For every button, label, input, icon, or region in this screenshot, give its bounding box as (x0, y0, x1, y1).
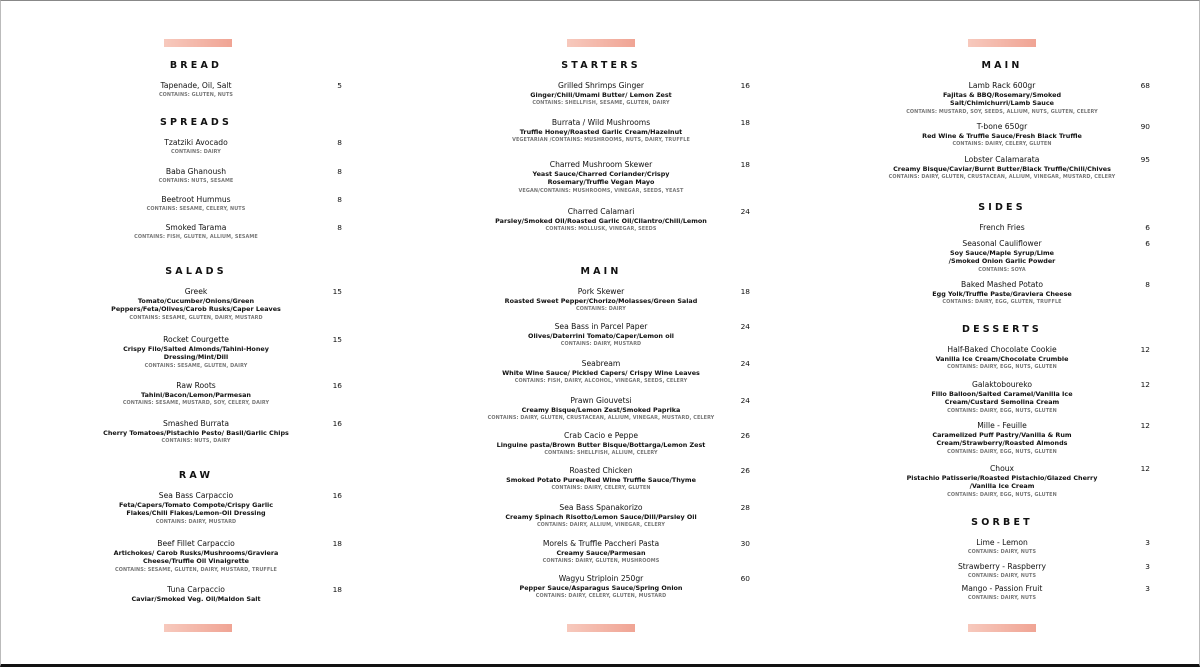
item-description: Creamy Sauce/Parmesan (556, 548, 646, 557)
item-name: Mille - Feuille (977, 421, 1027, 430)
item-description: Truffle Honey/Roasted Garlic Cream/Hazelnut (519, 127, 683, 136)
menu-item (458, 287, 744, 313)
item-price: 5 (337, 81, 342, 90)
item-allergens: CONTAINS: DAIRY, CELERY, GLUTEN (952, 141, 1052, 148)
item-price: 26 (740, 431, 750, 440)
item-allergens: CONTAINS: DAIRY (171, 148, 221, 155)
item-description: Linguine pasta/Brown Butter Bisque/Bottarga/Lemon Zest (496, 440, 706, 449)
item-allergens: CONTAINS: DAIRY, GLUTEN, CRUSTACEAN, ALLIUM, VINEGAR, MUSTARD, CELERY (888, 174, 1116, 181)
item-allergens: CONTAINS: FISH, DAIRY, ALCOHOL, VINEGAR, SEEDS, CELERY (514, 378, 688, 385)
item-price: 12 (1140, 380, 1150, 389)
decorative-bar-bottom (164, 624, 232, 632)
item-name: Smashed Burrata (163, 419, 229, 428)
item-name: Tapenade, Oil, Salt (160, 81, 232, 90)
menu-item (458, 81, 744, 107)
item-description: Caramelized Puff Pastry/Vanilla & Rum (932, 430, 1072, 439)
item-description: Tomato/Cucumber/Onions/Green (137, 296, 255, 305)
item-allergens: CONTAINS: DAIRY, NUTS (967, 594, 1037, 601)
item-name: Strawberry - Raspberry (957, 562, 1047, 571)
menu-item (438, 396, 764, 422)
menu-item (98, 81, 294, 99)
item-price: 24 (740, 207, 750, 216)
item-name: Lamb Rack 600gr (968, 81, 1036, 90)
item-name: French Fries (979, 223, 1025, 232)
section-title-desserts: DESSERTS (962, 324, 1042, 335)
item-allergens: CONTAINS: SHELLFISH, SESAME, GLUTEN, DAIRY (532, 100, 670, 107)
item-name: Roasted Chicken (569, 466, 633, 475)
menu-item (98, 335, 294, 370)
item-name: Baba Ghanoush (165, 167, 227, 176)
item-name: Wagyu Striploin 250gr (558, 574, 644, 583)
item-allergens: CONTAINS: DAIRY, GLUTEN, CRUSTACEAN, ALLIUM, VINEGAR, MUSTARD, CELERY (487, 415, 715, 422)
item-description: Feta/Capers/Tomato Compote/Crispy Garlic (119, 500, 273, 509)
item-name: Sea Bass in Parcel Paper (554, 322, 648, 331)
item-price: 8 (337, 223, 342, 232)
item-description: /Vanilla Ice Cream (969, 482, 1035, 491)
item-price: 3 (1145, 538, 1150, 547)
item-price: 12 (1140, 421, 1150, 430)
menu-item (458, 574, 744, 600)
item-allergens: CONTAINS: DAIRY, EGG, GLUTEN, TRUFFLE (942, 299, 1062, 306)
item-allergens: CONTAINS: SHELLFISH, ALLIUM, CELERY (544, 450, 658, 457)
item-allergens: CONTAINS: DAIRY, MUSTARD (560, 341, 642, 348)
item-allergens: CONTAINS: MOLLUSK, VINEGAR, SEEDS (545, 226, 657, 233)
item-price: 6 (1145, 223, 1150, 232)
item-allergens: CONTAINS: SOYA (978, 266, 1026, 273)
item-name: Sea Bass Spanakorizo (559, 503, 643, 512)
item-price: 16 (740, 81, 750, 90)
item-price: 18 (332, 585, 342, 594)
menu-item (870, 562, 1134, 580)
menu-column-1 (98, 0, 294, 667)
menu-item (90, 419, 302, 445)
item-name: Pork Skewer (577, 287, 625, 296)
item-allergens: CONTAINS: SESAME, CELERY, NUTS (146, 205, 246, 212)
item-description: Yeast Sauce/Charred Coriander/Crispy (532, 169, 670, 178)
section-title-sorbet: SORBET (971, 517, 1033, 528)
item-description: Rosemary/Truffle Vegan Mayo (547, 178, 655, 187)
section-title-bread: BREAD (169, 60, 223, 71)
menu-item (458, 466, 744, 492)
decorative-bar-top (968, 39, 1036, 47)
item-allergens: CONTAINS: SESAME, MUSTARD, SOY, CELERY, DAIRY (122, 400, 270, 407)
item-allergens: CONTAINS: SESAME, GLUTEN, DAIRY, MUSTARD (129, 314, 263, 321)
item-name: Crab Cacio e Peppe (564, 431, 638, 440)
item-allergens: CONTAINS: DAIRY, CELERY, GLUTEN, MUSTARD (535, 593, 667, 600)
item-price: 18 (740, 287, 750, 296)
section-title-salads: SALADS (165, 266, 227, 277)
menu-item (98, 138, 294, 156)
section-title-sides: SIDES (978, 202, 1026, 213)
item-description: Pistachio Patisserie/Roasted Pistachio/Glazed Cherry (906, 473, 1098, 482)
item-price: 16 (332, 419, 342, 428)
menu-item (98, 167, 294, 185)
item-price: 26 (740, 466, 750, 475)
item-allergens: CONTAINS: GLUTEN, NUTS (158, 91, 234, 98)
menu-item (98, 381, 294, 407)
menu-item (458, 539, 744, 565)
item-name: Prawn Giouvetsi (570, 396, 632, 405)
menu-item (870, 345, 1134, 371)
item-allergens: CONTAINS: DAIRY, NUTS (967, 548, 1037, 555)
item-allergens: CONTAINS: FISH, GLUTEN, ALLIUM, SESAME (134, 233, 258, 240)
item-name: Baked Mashed Potato (961, 280, 1043, 289)
item-allergens: CONTAINS: DAIRY, NUTS (967, 572, 1037, 579)
item-allergens: CONTAINS: DAIRY, EGG, NUTS, GLUTEN (947, 491, 1057, 498)
item-description: Soy Sauce/Maple Syrup/Lime (950, 248, 1054, 257)
item-price: 90 (1140, 122, 1150, 131)
section-title-starters: STARTERS (561, 60, 641, 71)
item-price: 8 (1145, 280, 1150, 289)
item-allergens: CONTAINS: DAIRY (576, 306, 626, 313)
item-name: Smoked Tarama (165, 223, 227, 232)
item-price: 24 (740, 322, 750, 331)
item-price: 30 (740, 539, 750, 548)
item-price: 3 (1145, 584, 1150, 593)
item-description: Fajitas & BBQ/Rosemary/Smoked (942, 90, 1062, 99)
menu-item (870, 538, 1134, 556)
item-description: Cream/Strawberry/Roasted Almonds (936, 439, 1068, 448)
item-price: 24 (740, 359, 750, 368)
menu-item (870, 280, 1134, 306)
item-description: Flakes/Chili Flakes/Lemon-Oil Dressing (126, 509, 266, 518)
item-name: Tzatziki Avocado (164, 138, 228, 147)
item-price: 68 (1140, 81, 1150, 90)
menu-item (458, 322, 744, 348)
item-allergens: CONTAINS: DAIRY, CELERY, GLUTEN (551, 485, 651, 492)
item-description: Roasted Sweet Pepper/Chorizo/Molasses/Green Salad (504, 296, 698, 305)
menu-item (98, 491, 294, 526)
item-description: Pepper Sauce/Asparagus Sauce/Spring Onion (519, 583, 683, 592)
item-price: 6 (1145, 239, 1150, 248)
item-name: Galaktoboureko (971, 380, 1032, 389)
item-description: Creamy Bisque/Caviar/Burnt Butter/Black Truffle/Chili/Chives (893, 164, 1111, 173)
item-name: Tuna Carpaccio (167, 585, 225, 594)
menu-item (870, 421, 1134, 456)
item-price: 60 (740, 574, 750, 583)
item-price: 16 (332, 381, 342, 390)
item-price: 28 (740, 503, 750, 512)
menu-item (870, 155, 1134, 181)
item-name: Sea Bass Carpaccio (158, 491, 234, 500)
item-name: Burrata / Wild Mushrooms (551, 118, 651, 127)
item-name: Beetroot Hummus (161, 195, 231, 204)
item-description: Cream/Custard Semolina Cream (944, 398, 1060, 407)
item-price: 12 (1140, 345, 1150, 354)
item-description: Egg Yolk/Truffle Paste/Graviera Cheese (932, 289, 1072, 298)
item-name: Rocket Courgette (163, 335, 229, 344)
menu-item (458, 359, 744, 385)
item-allergens: CONTAINS: DAIRY, GLUTEN, MUSHROOMS (542, 558, 660, 565)
section-title-raw: RAW (178, 470, 214, 481)
item-price: 8 (337, 195, 342, 204)
item-allergens: CONTAINS: DAIRY, EGG, NUTS, GLUTEN (947, 407, 1057, 414)
item-name: Mango - Passion Fruit (961, 584, 1043, 593)
menu-item (870, 464, 1134, 499)
item-price: 8 (337, 167, 342, 176)
item-price: 95 (1140, 155, 1150, 164)
item-name: Greek (184, 287, 208, 296)
item-name: Charred Mushroom Skewer (549, 160, 653, 169)
item-description: Vanilla Ice Cream/Chocolate Crumble (935, 354, 1069, 363)
item-name: Morels & Truffle Paccheri Pasta (542, 539, 660, 548)
item-price: 18 (740, 160, 750, 169)
item-name: Raw Roots (176, 381, 216, 390)
item-description: Olives/Daterrini Tomato/Caper/Lemon oil (528, 331, 674, 340)
decorative-bar-top (567, 39, 635, 47)
menu-item (98, 287, 294, 322)
item-description: Smoked Potato Puree/Red Wine Truffle Sauce/Thyme (506, 475, 696, 484)
item-price: 24 (740, 396, 750, 405)
item-allergens: CONTAINS: MUSTARD, SOY, SEEDS, ALLIUM, NUTS, GLUTEN, CELERY (906, 108, 1098, 115)
item-allergens: CONTAINS: NUTS, SESAME (158, 177, 234, 184)
item-name: T-bone 650gr (976, 122, 1028, 131)
menu-item (870, 81, 1134, 116)
item-description: Red Wine & Truffle Sauce/Fresh Black Truffle (922, 131, 1082, 140)
item-description: Crispy Filo/Salted Almonds/Tahini-Honey (123, 344, 269, 353)
menu-item (458, 503, 744, 529)
item-name: Lobster Calamarata (964, 155, 1040, 164)
item-price: 12 (1140, 464, 1150, 473)
item-price: 15 (332, 287, 342, 296)
menu-item (98, 539, 294, 574)
item-description: Creamy Spinach Risotto/Lemon Sauce/Dill/Parsley Oil (505, 512, 697, 521)
item-description: Ginger/Chili/Umami Butter/ Lemon Zest (530, 90, 672, 99)
item-description: Cheese/Truffle Oil Vinaigrette (142, 557, 250, 566)
menu-item (98, 195, 294, 213)
item-allergens: CONTAINS: SESAME, GLUTEN, DAIRY (144, 362, 248, 369)
item-description: Parsley/Smoked Oil/Roasted Garlic Oil/Cilantro/Chili/Lemon (495, 216, 707, 225)
menu-item (870, 584, 1134, 602)
menu-item (458, 431, 744, 457)
menu-item (870, 122, 1134, 148)
item-description: Caviar/Smoked Veg. Oil/Maldon Salt (131, 594, 261, 603)
item-description: Tahini/Bacon/Lemon/Parmesan (141, 390, 251, 399)
item-name: Half-Baked Chocolate Cookie (947, 345, 1057, 354)
item-name: Seabream (581, 359, 621, 368)
menu-item (98, 585, 294, 603)
item-price: 3 (1145, 562, 1150, 571)
item-name: Beef Fillet Carpaccio (157, 539, 235, 548)
item-name: Grilled Shrimps Ginger (557, 81, 645, 90)
item-description: Peppers/Feta/Olives/Carob Rusks/Caper Leaves (111, 305, 281, 314)
item-allergens: CONTAINS: DAIRY, EGG, NUTS, GLUTEN (947, 364, 1057, 371)
decorative-bar-bottom (968, 624, 1036, 632)
item-description: Salt/Chimichurri/Lamb Sauce (950, 99, 1054, 108)
item-price: 16 (332, 491, 342, 500)
item-name: Lime - Lemon (976, 538, 1028, 547)
item-description: White Wine Sauce/ Pickled Capers/ Crispy Wine Leaves (502, 368, 700, 377)
item-description: Creamy Bisque/Lemon Zest/Smoked Paprika (521, 405, 681, 414)
section-title-spreads: SPREADS (159, 117, 233, 128)
menu-item (870, 380, 1134, 415)
item-allergens: VEGAN/CONTAINS: MUSHROOMS, VINEGAR, SEEDS, YEAST (518, 187, 684, 194)
item-price: 15 (332, 335, 342, 344)
item-allergens: CONTAINS: DAIRY, EGG, NUTS, GLUTEN (947, 448, 1057, 455)
menu-item (870, 223, 1134, 233)
item-allergens: CONTAINS: DAIRY, MUSTARD (155, 518, 237, 525)
item-name: Seasonal Cauliflower (962, 239, 1042, 248)
menu-column-2 (458, 0, 744, 667)
menu-item (870, 239, 1134, 274)
section-title-main: MAIN (580, 266, 622, 277)
item-name: Charred Calamari (567, 207, 635, 216)
item-allergens: CONTAINS: SESAME, GLUTEN, DAIRY, MUSTARD, TRUFFLE (115, 566, 277, 573)
section-title-main: MAIN (981, 60, 1023, 71)
item-name: Choux (989, 464, 1015, 473)
menu-item (458, 118, 744, 144)
item-price: 18 (740, 118, 750, 127)
decorative-bar-bottom (567, 624, 635, 632)
item-description: Cherry Tomatoes/Pistachio Pesto/ Basil/Garlic Chips (103, 428, 289, 437)
menu-column-3 (870, 0, 1134, 667)
menu-item (458, 160, 744, 195)
item-price: 18 (332, 539, 342, 548)
menu-item (98, 223, 294, 241)
item-description: /Smoked Onion Garlic Powder (948, 257, 1056, 266)
menu-item (458, 207, 744, 233)
item-description: Artichokes/ Carob Rusks/Mushrooms/Graviera (113, 548, 279, 557)
item-description: Fillo Balloon/Salted Caramel/Vanilla Ice (931, 389, 1073, 398)
decorative-bar-top (164, 39, 232, 47)
item-description: Dressing/Mint/Dill (163, 353, 229, 362)
item-price: 8 (337, 138, 342, 147)
item-allergens: VEGETARIAN /CONTAINS: MUSHROOMS, NUTS, DAIRY, TRUFFLE (512, 137, 690, 144)
item-allergens: CONTAINS: DAIRY, ALLIUM, VINEGAR, CELERY (536, 522, 666, 529)
item-allergens: CONTAINS: NUTS, DAIRY (161, 438, 231, 445)
